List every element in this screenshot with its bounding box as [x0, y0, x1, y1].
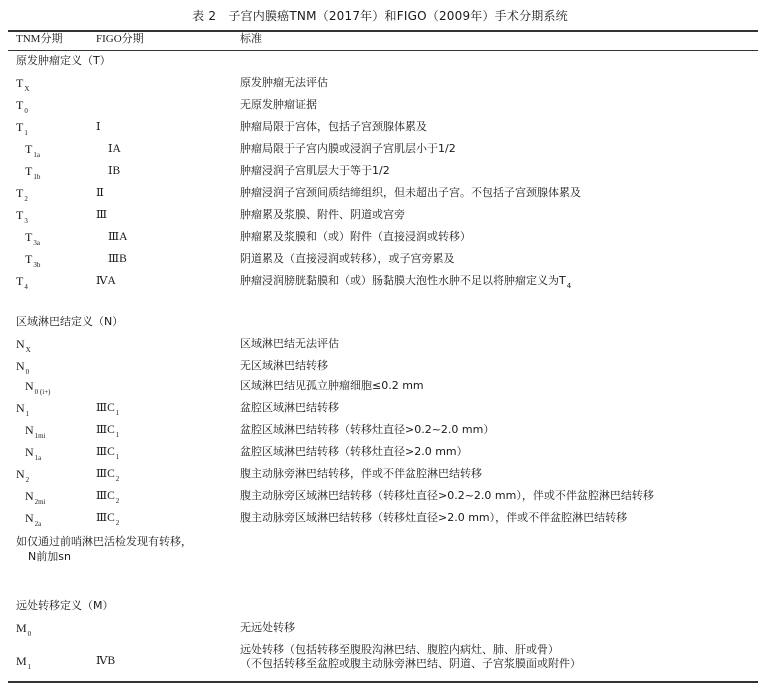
criteria: 腹主动脉旁区域淋巴结转移（转移灶直径>0.2~2.0 mm），伴或不伴盆腔淋巴结转移	[240, 489, 654, 502]
tnm-stage: $T_3$	[16, 208, 28, 225]
sentinel-note-line1: 如仅通过前哨淋巴活检发现有转移，	[16, 535, 192, 548]
table-title: 表 2 子宫内膜癌TNM（2017年）和FIGO（2009年）手术分期系统	[192, 9, 568, 23]
header-figo: FIGO分期	[96, 33, 144, 45]
bottom-rule	[8, 681, 758, 683]
table-row	[0, 356, 760, 376]
criteria: 无远处转移	[240, 621, 295, 634]
tnm-stage: $N_{1mi}$	[25, 423, 46, 440]
criteria: 肿瘤局限于宫体，包括子宫颈腺体累及	[240, 120, 427, 133]
figo-stage: ⅠB	[108, 165, 121, 177]
criteria: 盆腔区域淋巴结转移	[240, 401, 339, 414]
header-criteria: 标准	[240, 32, 262, 45]
table-row	[0, 183, 760, 203]
tnm-stage: $N_{2a}$	[25, 511, 42, 528]
table-row	[0, 508, 760, 528]
tnm-stage: $T_1$	[16, 120, 28, 137]
tnm-stage: $T_2$	[16, 186, 28, 203]
tnm-stage: $T_{1a}$	[25, 142, 40, 159]
table-header-row	[0, 29, 760, 49]
table-row	[0, 376, 760, 396]
criteria-line1: 远处转移（包括转移至腹股沟淋巴结、腹腔内病灶、肺、肝或骨）	[240, 643, 559, 656]
table-row	[0, 73, 760, 93]
header-tnm: TNM分期	[16, 33, 63, 45]
figo-stage: ⅢA	[108, 231, 128, 243]
criteria	[240, 643, 581, 671]
figo-stage: ⅣB	[96, 655, 116, 667]
table-row	[0, 117, 760, 137]
criteria: 盆腔区域淋巴结转移（转移灶直径>0.2~2.0 mm）	[240, 423, 495, 436]
table-row	[0, 618, 760, 638]
figo-stage: $ⅢC_2$	[96, 468, 120, 483]
tnm-stage: $T_4$	[16, 274, 28, 291]
criteria: 盆腔区域淋巴结转移（转移灶直径>2.0 mm）	[240, 445, 468, 458]
table-row	[0, 464, 760, 484]
criteria: 肿瘤浸润膀胱黏膜和（或）肠黏膜大泡性水肿不足以将肿瘤定义为$T_4$	[240, 274, 572, 290]
table-row	[0, 249, 760, 269]
table-row	[0, 420, 760, 440]
criteria-line2: （不包括转移至盆腔或腹主动脉旁淋巴结、阴道、子宫浆膜面或附件）	[240, 657, 581, 670]
section-label-n: 区域淋巴结定义（N）	[16, 315, 124, 328]
tnm-stage: $N_X$	[16, 337, 31, 354]
figo-stage: ⅢB	[108, 253, 127, 265]
tnm-stage: $N_{1a}$	[25, 445, 42, 462]
figo-stage: $ⅢC_1$	[96, 446, 120, 461]
table-row	[0, 161, 760, 181]
table-row	[0, 398, 760, 418]
table-row	[0, 95, 760, 115]
criteria: 区域淋巴结无法评估	[240, 337, 339, 350]
figo-stage: Ⅰ	[96, 121, 101, 133]
figo-stage: Ⅱ	[96, 187, 104, 199]
criteria: 无原发肿瘤证据	[240, 98, 317, 111]
table-row	[0, 442, 760, 462]
criteria: 腹主动脉旁区域淋巴结转移（转移灶直径>2.0 mm），伴或不伴盆腔淋巴结转移	[240, 511, 628, 524]
section-label-t: 原发肿瘤定义（T）	[16, 54, 111, 67]
figo-stage: $ⅢC_1$	[96, 402, 120, 417]
criteria: 肿瘤浸润子宫颈间质结缔组织，但未超出子宫。不包括子宫颈腺体累及	[240, 186, 581, 199]
criteria: 肿瘤累及浆膜和（或）附件（直接浸润或转移）	[240, 230, 471, 243]
figo-stage: $ⅢC_2$	[96, 512, 120, 527]
criteria: 肿瘤局限于子宫内膜或浸润子宫肌层小于1/2	[240, 142, 456, 155]
table-row	[0, 205, 760, 225]
criteria: 区域淋巴结见孤立肿瘤细胞≤0.2 mm	[240, 379, 424, 392]
criteria: 无区域淋巴结转移	[240, 359, 328, 372]
tnm-stage: $M_0$	[16, 621, 32, 638]
sentinel-note-line2: N前加sn	[28, 550, 71, 563]
criteria: 肿瘤累及浆膜、附件、阴道或宫旁	[240, 208, 405, 221]
table-row	[0, 227, 760, 247]
figo-stage: Ⅲ	[96, 209, 108, 221]
tnm-stage: $T_{3b}$	[25, 252, 41, 269]
criteria: 腹主动脉旁淋巴结转移，伴或不伴盆腔淋巴结转移	[240, 467, 482, 480]
criteria: 阴道累及（直接浸润或转移），或子宫旁累及	[240, 252, 455, 265]
tnm-stage: $N_{2mi}$	[25, 489, 46, 506]
figo-stage: $ⅢC_1$	[96, 424, 120, 439]
tnm-stage: $T_{1b}$	[25, 164, 41, 181]
table-row	[0, 334, 760, 354]
tnm-stage: $T_{3a}$	[25, 230, 40, 247]
tnm-stage: $N_1$	[16, 401, 30, 418]
figo-stage: $ⅢC_2$	[96, 490, 120, 505]
figo-stage: ⅠA	[108, 143, 121, 155]
section-label-m: 远处转移定义（M）	[16, 599, 114, 612]
tnm-stage: $N_0$	[16, 359, 30, 376]
tnm-stage: $T_X$	[16, 76, 30, 93]
tnm-stage: $N_{0 (i+)}$	[25, 379, 51, 396]
table-row	[0, 271, 760, 291]
criteria: 肿瘤浸润子宫肌层大于等于1/2	[240, 164, 390, 177]
table-row	[0, 139, 760, 159]
tnm-stage: $N_2$	[16, 467, 30, 484]
header-rule	[8, 50, 758, 51]
criteria: 原发肿瘤无法评估	[240, 76, 328, 89]
figo-stage: ⅣA	[96, 275, 116, 287]
tnm-stage: $T_0$	[16, 98, 28, 115]
tnm-stage: $M_1$	[16, 654, 32, 671]
table-row	[0, 486, 760, 506]
